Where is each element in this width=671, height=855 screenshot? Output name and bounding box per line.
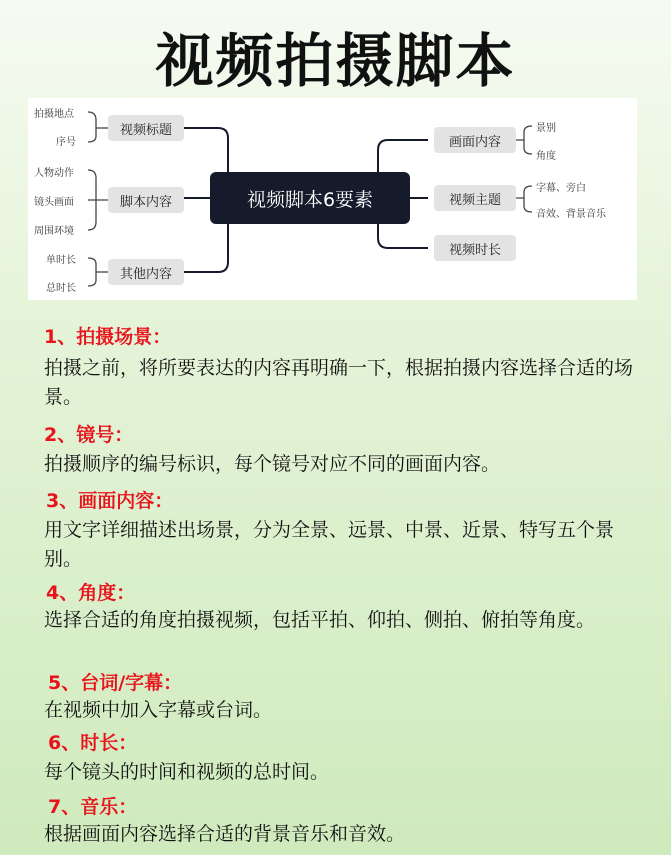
section-body: 在视频中加入字幕或台词。 — [44, 699, 273, 721]
mindmap-node-script-content: 脚本内容 — [108, 187, 184, 213]
section-body: 用文字详细描述出场景，分为全景、远景、中景、近景、特写五个景别。 — [44, 519, 615, 570]
section-body: 每个镜头的时间和视频的总时间。 — [44, 761, 330, 783]
section-heading: 5、台词/字幕： — [48, 672, 183, 694]
mindmap-leaf: 总时长 — [46, 283, 76, 294]
mindmap-leaf: 单时长 — [46, 255, 76, 266]
mindmap-leaf: 序号 — [56, 137, 76, 148]
section-heading: 7、音乐： — [48, 796, 138, 818]
mindmap-leaf: 景别 — [536, 123, 556, 134]
section-body: 选择合适的角度拍摄视频，包括平拍、仰拍、侧拍、俯拍等角度。 — [44, 609, 596, 631]
mindmap-node-other-content: 其他内容 — [108, 259, 184, 285]
section-heading: 2、镜号： — [44, 424, 134, 446]
section-body: 拍摄之前，将所要表达的内容再明确一下，根据拍摄内容选择合适的场景。 — [44, 357, 634, 408]
section-heading: 3、画面内容： — [46, 490, 174, 512]
mindmap-leaf: 角度 — [536, 151, 556, 162]
mindmap-leaf: 字幕、旁白 — [536, 183, 586, 194]
mindmap-node-video-duration: 视频时长 — [434, 235, 516, 261]
section-heading: 1、拍摄场景： — [44, 326, 172, 348]
section-heading: 4、角度： — [46, 582, 136, 604]
mindmap-leaf: 人物动作 — [34, 168, 74, 179]
mindmap-leaf: 镜头画面 — [34, 197, 74, 208]
mindmap-node-video-title: 视频标题 — [108, 115, 184, 141]
mindmap-node-video-theme: 视频主题 — [434, 185, 516, 211]
mindmap-diagram — [28, 98, 637, 300]
mindmap-leaf: 音效、背景音乐 — [536, 209, 606, 220]
mindmap-leaf: 拍摄地点 — [34, 109, 74, 120]
section-body: 根据画面内容选择合适的背景音乐和音效。 — [44, 823, 406, 845]
mindmap-leaf: 周围环境 — [34, 226, 74, 237]
mindmap-center-node: 视频脚本6要素 — [210, 172, 410, 224]
page-title: 视频拍摄脚本 — [155, 27, 516, 95]
section-body: 拍摄顺序的编号标识，每个镜号对应不同的画面内容。 — [44, 453, 501, 475]
mindmap-node-frame-content: 画面内容 — [434, 127, 516, 153]
section-heading: 6、时长： — [48, 732, 138, 754]
